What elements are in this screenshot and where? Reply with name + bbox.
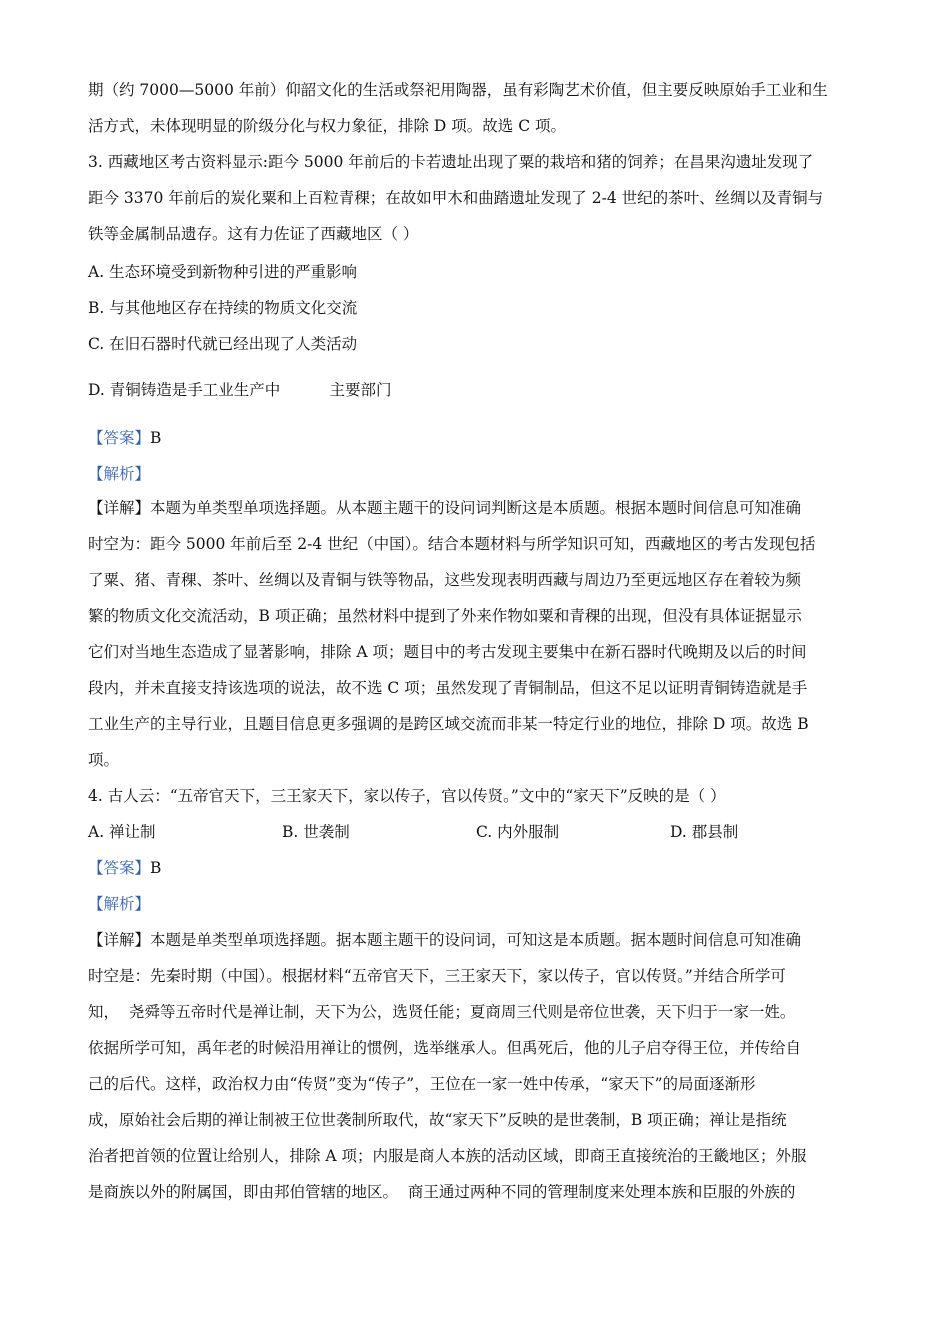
q3-detail-line-7: 工业生产的主导行业，且题目信息更多强调的是跨区域交流而非某一特定行业的地位，排除 D 项。故选 B [88,715,809,733]
q4-detail-line-2: 时空是：先秦时期（中国）。根据材料“五帝官天下，三王家天下，家以传子，官以传贤。”并结合所学可 [88,967,786,985]
q3-analysis-tag: 【解析】 [88,465,151,483]
q3-stem-line-2: 距今 3370 年前后的炭化粟和上百粒青稞；在故如甲木和曲踏遗址发现了 2-4 世纪的茶叶、丝绸以及青铜与 [88,189,824,207]
q4-option-a: A. 禅让制 [88,823,156,841]
q3-answer-tag: 【答案】 [88,429,151,447]
intro-line-2: 活方式，未体现明显的阶级分化与权力象征，排除 D 项。故选 C 项。 [88,117,566,135]
q3-detail-line-6: 段内，并未直接支持该选项的说法，故不选 C 项；虽然发现了青铜制品，但这不足以证明青铜铸造就是手 [88,679,808,697]
q3-answer-value: B [150,429,162,447]
q4-analysis-tag: 【解析】 [88,895,151,913]
q3-detail-line-3: 了粟、猪、青稞、茶叶、丝绸以及青铜与铁等物品，这些发现表明西藏与周边乃至更远地区存在着较为频 [88,571,802,589]
q4-detail-line-4: 依据所学可知，禹年老的时候沿用禅让的惯例，选举继承人。但禹死后，他的儿子启夺得王位，并传给自 [88,1039,802,1057]
q3-detail-line-4: 繁的物质文化交流活动，B 项正确；虽然材料中提到了外来作物如粟和青稞的出现，但没有具体证据显示 [88,607,802,625]
q4-answer-value: B [150,859,162,877]
q4-option-c: C. 内外服制 [476,823,560,841]
q4-detail-line-5: 己的后代。这样，政治权力由“传贤”变为“传子”，王位在一家一姓中传承，“家天下”的局面逐渐形 [88,1075,756,1093]
q4-detail-line-7: 治者把首领的位置让给别人，排除 A 项；内服是商人本族的活动区域，即商王直接统治的王畿地区；外服 [88,1147,807,1165]
q3-detail-line-1: 【详解】本题为单类型单项选择题。从本题主题干的设问词判断这是本质题。根据本题时间信息可知准确 [88,499,802,517]
q4-detail-line-6: 成，原始社会后期的禅让制被王位世袭制所取代，故“家天下”反映的是世袭制，B 项正确；禅让是指统 [88,1111,787,1129]
q4-stem: 4. 古人云：“五帝官天下，三王家天下，家以传子，官以传贤。”文中的“家天下”反映的是（ ） [88,787,726,805]
q3-detail-line-2: 时空为：距今 5000 年前后至 2-4 世纪（中国）。结合本题材料与所学知识可知，西藏地区的考古发现包括 [88,535,816,553]
q4-detail-line-3: 知， 尧舜等五帝时代是禅让制，天下为公，选贤任能；夏商周三代则是帝位世袭，天下归于一家一姓。 [88,1003,796,1021]
q3-option-b: B. 与其他地区存在持续的物质文化交流 [88,299,358,317]
q4-option-d: D. 郡县制 [670,823,739,841]
q4-answer-tag: 【答案】 [88,859,151,877]
q4-detail-line-1: 【详解】本题是单类型单项选择题。据本题主题干的设问词，可知这是本质题。据本题时间信息可知准确 [88,931,802,949]
q3-answer [88,428,161,448]
q3-detail-line-8: 项。 [88,751,120,769]
intro-line-1: 期（约 7000—5000 年前）仰韶文化的生活或祭祀用陶器，虽有彩陶艺术价值，但主要反映原始手工业和生 [88,81,828,99]
q3-option-d: D. 青铜铸造是手工业生产中 主要部门 [88,381,392,399]
q4-detail-tag: 【详解】 [88,931,151,949]
q4-answer [88,858,161,878]
q3-option-c: C. 在旧石器时代就已经出现了人类活动 [88,335,358,353]
q3-detail-line-5: 它们对当地生态造成了显著影响，排除 A 项；题目中的考古发现主要集中在新石器时代晚期及以后的时间 [88,643,807,661]
q3-detail-tag: 【详解】 [88,499,151,517]
q3-stem-line-1: 3. 西藏地区考古资料显示:距今 5000 年前后的卡若遗址出现了粟的栽培和猪的饲养；在昌果沟遗址发现了 [88,153,814,171]
q3-option-a: A. 生态环境受到新物种引进的严重影响 [88,263,358,281]
q4-option-b: B. 世袭制 [282,823,350,841]
q4-detail-line-8: 是商族以外的附属国，即由邦伯管辖的地区。 商王通过两种不同的管理制度来处理本族和臣服的外族的 [88,1183,796,1201]
q3-stem-line-3: 铁等金属制品遗存。这有力佐证了西藏地区（ ） [88,225,419,243]
